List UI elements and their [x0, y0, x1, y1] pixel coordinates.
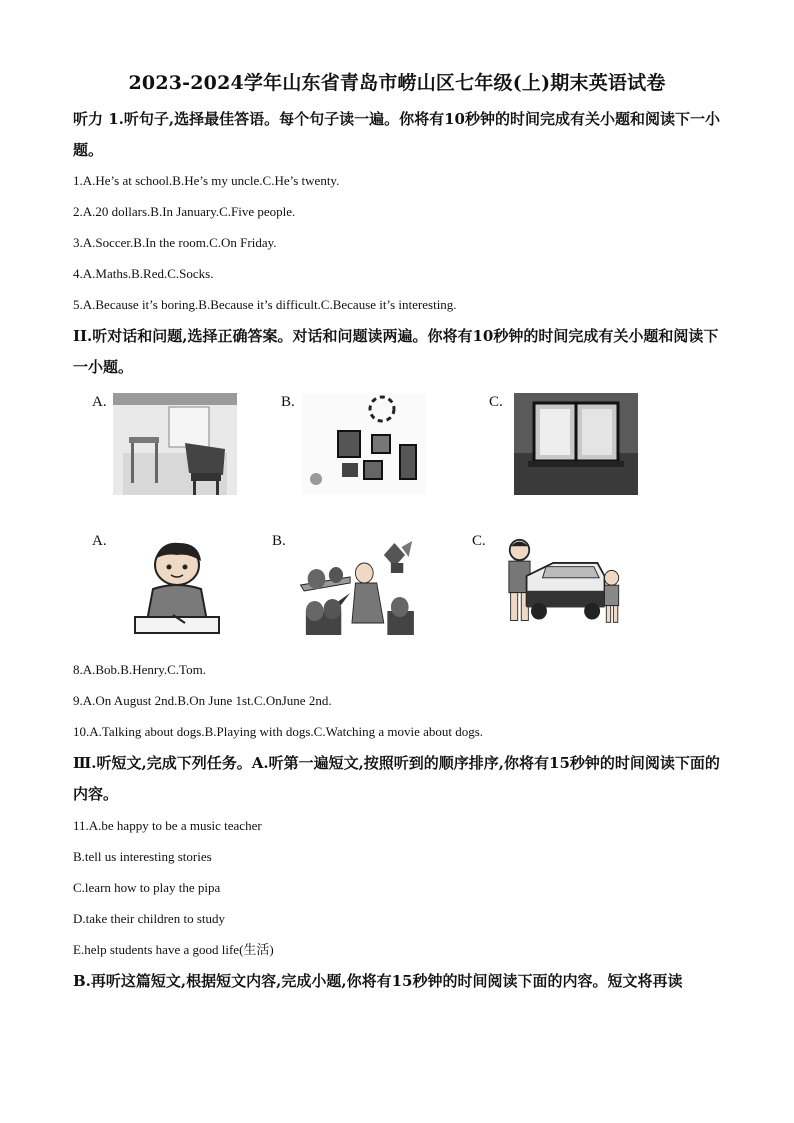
question-8: 8.A.Bob.B.Henry.C.Tom.: [73, 662, 206, 677]
question-4: 4.A.Maths.B.Red.C.Socks.: [73, 266, 214, 281]
section3-b-heading: B.再听这篇短文,根据短文内容,完成小题,你将有15秒钟的时间阅读下面的内容。短文将再读: [73, 972, 683, 990]
washing-car-picture-icon: [500, 537, 624, 639]
window-picture-icon: [514, 393, 638, 495]
question-11-c: C.learn how to play the pipa: [73, 880, 221, 895]
watering-plants-picture-icon: [297, 537, 421, 639]
question-3: 3.A.Soccer.B.In the room.C.On Friday.: [73, 235, 277, 250]
question-5: 5.A.Because it’s boring.B.Because it’s difficult.C.Because it’s interesting.: [73, 297, 457, 312]
page-title: 2023-2024学年山东省青岛市崂山区七年级(上)期末英语试卷: [128, 72, 666, 94]
question-1: 1.A.He’s at school.B.He’s my uncle.C.He’s twenty.: [73, 173, 340, 188]
picture-label-c-2: C.: [472, 533, 486, 549]
question-11-b: B.tell us interesting stories: [73, 849, 212, 864]
picture-label-b-2: B.: [272, 533, 286, 549]
question-11-a: 11.A.be happy to be a music teacher: [73, 818, 262, 833]
section3-heading: Ⅲ.听短文,完成下列任务。A.听第一遍短文,按照听到的顺序排序,你将有15秒钟的时间阅读下面的内容。: [73, 754, 720, 803]
picture-label-a: A.: [92, 394, 107, 410]
picture-label-b: B.: [281, 394, 295, 410]
question-2: 2.A.20 dollars.B.In January.C.Five people.: [73, 204, 296, 219]
question-11-d: D.take their children to study: [73, 911, 225, 926]
picture-label-c: C.: [489, 394, 503, 410]
wall-photos-picture-icon: [302, 393, 426, 495]
question-10: 10.A.Talking about dogs.B.Playing with dogs.C.Watching a movie about dogs.: [73, 724, 484, 739]
section1-heading: 听力 1.听句子,选择最佳答语。每个句子读一遍。你将有10秒钟的时间完成有关小题和阅读下一小题。: [73, 110, 720, 159]
question-9: 9.A.On August 2nd.B.On June 1st.C.OnJune 2nd.: [73, 693, 332, 708]
section2-heading: II.听对话和问题,选择正确答案。对话和问题读两遍。你将有10秒钟的时间完成有关小题和阅读下一小题。: [73, 327, 719, 376]
question-11-e: E.help students have a good life(生活): [73, 942, 274, 957]
picture-label-a-2: A.: [92, 533, 107, 549]
room-chair-picture-icon: [113, 393, 237, 495]
boy-writing-picture-icon: [113, 537, 237, 639]
